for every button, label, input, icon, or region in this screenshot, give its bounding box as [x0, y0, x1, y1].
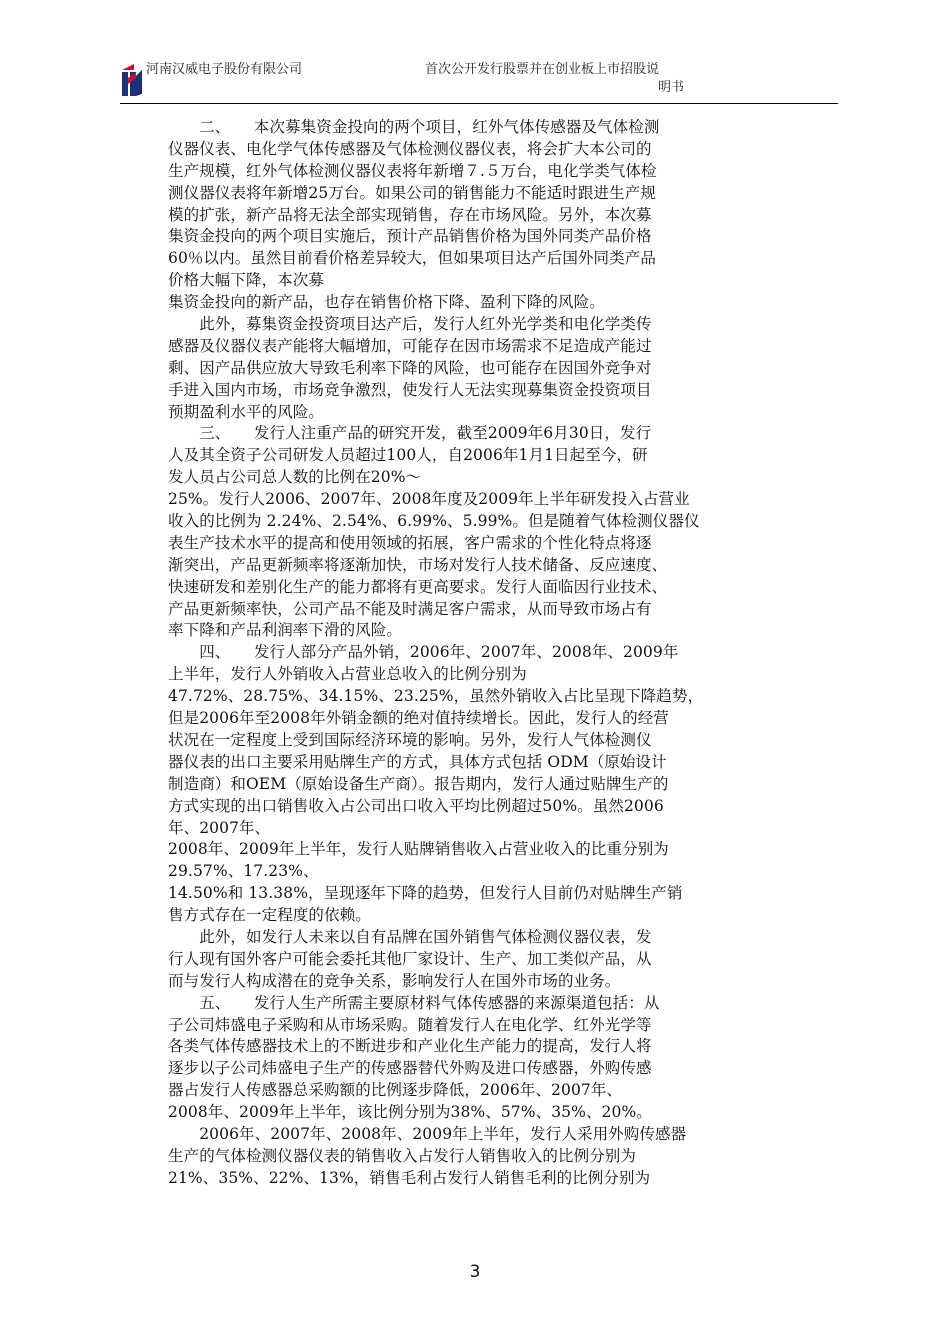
text-line: 2008年、2009年上半年，发行人贴牌销售收入占营业收入的比重分别为	[168, 840, 669, 859]
text-line: 手进入国内市场，市场竞争激烈，使发行人无法实现募集资金投资项目	[168, 380, 652, 399]
document-title-continued: 明书	[658, 80, 685, 95]
text-line: 上半年，发行人外销收入占营业总收入的比例分别为	[168, 665, 527, 684]
page-number: 3	[469, 1262, 481, 1282]
company-logo-icon	[120, 64, 144, 98]
text-line: 47.72%、28.75%、34.15%、23.25%，虽然外销收入占比呈现下降趋势，	[168, 687, 704, 706]
text-line: 生产的气体检测仪器仪表的销售收入占发行人销售收入的比例分别为	[168, 1146, 637, 1165]
text-line: 价格大幅下降，本次募	[168, 271, 325, 290]
text-line: 率下降和产品利润率下滑的风险。	[168, 621, 403, 640]
text-line: 渐突出，产品更新频率将逐渐加快，市场对发行人技术储备、反应速度、	[168, 555, 668, 574]
text-line: 仪器仪表、电化学气体传感器及气体检测仪器仪表，将会扩大本公司的	[168, 139, 652, 158]
text-line: 年、2007年、	[168, 818, 271, 837]
text-line: 五、 发行人生产所需主要原材料气体传感器的来源渠道包括：从	[168, 993, 660, 1012]
text-line: 行人现有国外客户可能会委托其他厂家设计、生产、加工类似产品，从	[168, 949, 652, 968]
text-line: 此外，如发行人未来以自有品牌在国外销售气体检测仪器仪表，发	[168, 927, 652, 946]
text-line: 集资金投向的两个项目实施后，预计产品销售价格为国外同类产品价格	[168, 227, 652, 246]
company-name: 河南汉威电子股份有限公司	[146, 62, 303, 77]
text-line: 表生产技术水平的提高和使用领域的拓展，客户需求的个性化特点将逐	[168, 533, 652, 552]
text-line: 21%、35%、22%、13%，销售毛利占发行人销售毛利的比例分别为	[168, 1168, 651, 1187]
text-line: 预期盈利水平的风险。	[168, 402, 325, 421]
text-line: 感器及仪器仪表产能将大幅增加，可能存在因市场需求不足造成产能过	[168, 336, 652, 355]
text-line: 14.50%和 13.38%，呈现逐年下降的趋势，但发行人目前仍对贴牌生产销	[168, 884, 683, 903]
text-line: 收入的比例为 2.24%、2.54%、6.99%、5.99%。但是随着气体检测仪器仪	[168, 512, 700, 531]
text-line: 二、 本次募集资金投向的两个项目，红外气体传感器及气体检测	[168, 118, 660, 136]
text-line: 剩、因产品供应放大导致毛利率下降的风险，也可能存在因国外竞争对	[168, 358, 652, 377]
text-line: 25%。发行人2006、2007年、2008年度及2009年上半年研发投入占营业	[168, 490, 690, 509]
text-line: 方式实现的出口销售收入占公司出口收入平均比例超过50%。虽然2006	[168, 796, 664, 815]
text-line: 制造商）和OEM（原始设备生产商）。报告期内，发行人通过贴牌生产的	[168, 774, 669, 793]
text-line: 2008年、2009年上半年，该比例分别为38%、57%、35%、20%。	[168, 1103, 652, 1122]
text-line: 产品更新频率快，公司产品不能及时满足客户需求，从而导致市场占有	[168, 599, 652, 618]
text-line: 发人员占公司总人数的比例在20%～	[168, 468, 422, 487]
text-line: 生产规模，红外气体检测仪器仪表将年新增７.５万台，电化学类气体检	[168, 161, 657, 180]
page-header	[120, 54, 838, 106]
text-line: 器占发行人传感器总采购额的比例逐步降低，2006年、2007年、	[168, 1081, 623, 1100]
body-text	[168, 117, 780, 1190]
text-line: 但是2006年至2008年外销金额的绝对值持续增长。因此，发行人的经营	[168, 709, 669, 728]
text-line: 模的扩张，新产品将无法全部实现销售，存在市场风险。另外，本次募	[168, 205, 652, 224]
document-title: 首次公开发行股票并在创业板上市招股说	[425, 62, 660, 77]
text-line: 2006年、2007年、2008年、2009年上半年，发行人采用外购传感器	[168, 1124, 687, 1143]
header-rule	[120, 103, 838, 104]
text-line: 状况在一定程度上受到国际经济环境的影响。另外，发行人气体检测仪	[168, 730, 652, 749]
text-line: 此外，募集资金投资项目达产后，发行人红外光学类和电化学类传	[168, 315, 652, 334]
text-line: 各类气体传感器技术上的不断进步和产业化生产能力的提高，发行人将	[168, 1037, 652, 1056]
text-line: 子公司炜盛电子采购和从市场采购。随着发行人在电化学、红外光学等	[168, 1015, 652, 1034]
text-line: 快速研发和差别化生产的能力都将有更高要求。发行人面临因行业技术、	[168, 577, 668, 596]
text-line: 人及其全资子公司研发人员超过100人，自2006年1月1日起至今，研	[168, 446, 648, 465]
text-line: 集资金投向的新产品，也存在销售价格下降、盈利下降的风险。	[168, 293, 605, 312]
text-line: 器仪表的出口主要采用贴牌生产的方式，具体方式包括 ODM（原始设计	[168, 752, 667, 771]
text-line: 售方式存在一定程度的依赖。	[168, 906, 371, 925]
text-line: 三、 发行人注重产品的研究开发，截至2009年6月30日，发行	[168, 424, 652, 443]
text-line: 29.57%、17.23%、	[168, 862, 319, 881]
text-line: 四、 发行人部分产品外销，2006年、2007年、2008年、2009年	[168, 643, 679, 662]
text-line: 而与发行人构成潜在的竞争关系，影响发行人在国外市场的业务。	[168, 971, 621, 990]
text-line: 逐步以子公司炜盛电子生产的传感器替代外购及进口传感器，外购传感	[168, 1059, 652, 1078]
text-line: 测仪器仪表将年新增25万台。如果公司的销售能力不能适时跟进生产规	[168, 183, 656, 202]
text-line: 60％以内。虽然目前看价格差异较大，但如果项目达产后国外同类产品	[168, 249, 656, 268]
